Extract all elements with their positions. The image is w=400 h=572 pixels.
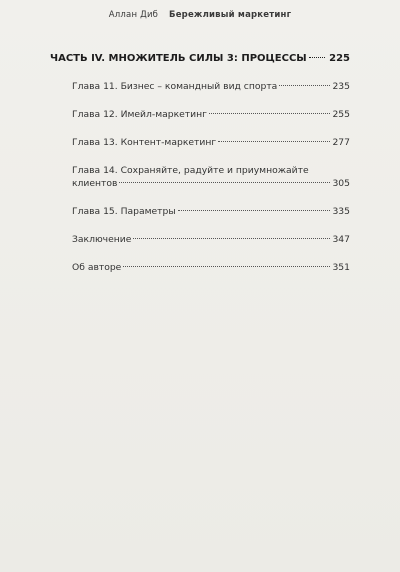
- header-author: Аллан Диб: [108, 10, 159, 20]
- header-book-title: Бережливый маркетинг: [169, 10, 292, 20]
- dot-leader: [209, 113, 330, 114]
- entry-title: Глава 12. Имейл-маркетинг: [72, 109, 207, 120]
- entry-page-number: 277: [332, 137, 350, 148]
- toc-entry: [72, 81, 350, 92]
- running-header: [0, 10, 400, 20]
- entry-page-number: 255: [332, 109, 350, 120]
- entry-page-number: 235: [332, 81, 350, 92]
- toc-entry: [72, 137, 350, 148]
- entry-page-number: 347: [332, 234, 350, 245]
- entry-page-number: 305: [332, 178, 350, 189]
- entry-title-line1: Глава 14. Сохраняйте, радуйте и приумножайте: [72, 165, 309, 176]
- entry-title: Об авторе: [72, 262, 122, 273]
- dot-leader: [123, 266, 330, 267]
- entry-page-number: 351: [332, 262, 350, 273]
- dot-leader: [279, 85, 330, 86]
- part-page-number: 225: [329, 53, 350, 64]
- toc-entry: [72, 234, 350, 245]
- table-of-contents: [50, 53, 350, 290]
- entry-title-line2: клиентов: [72, 178, 118, 189]
- entry-title: Глава 15. Параметры: [72, 206, 176, 217]
- toc-entry: [72, 206, 350, 217]
- toc-entry: [72, 109, 350, 120]
- part-title: ЧАСТЬ IV. МНОЖИТЕЛЬ СИЛЫ 3: ПРОЦЕССЫ: [50, 53, 307, 64]
- dot-leader: [309, 57, 325, 58]
- toc-part-heading: [50, 53, 350, 64]
- dot-leader: [119, 182, 330, 183]
- entry-title-line2-row: [72, 178, 350, 189]
- dot-leader: [133, 238, 330, 239]
- toc-entry: [72, 262, 350, 273]
- entry-title: Глава 13. Контент-маркетинг: [72, 137, 217, 148]
- dot-leader: [218, 141, 330, 142]
- entry-title: Заключение: [72, 234, 132, 245]
- entry-title: Глава 11. Бизнес – командный вид спорта: [72, 81, 278, 92]
- dot-leader: [178, 210, 331, 211]
- toc-entry: [72, 165, 350, 189]
- entry-page-number: 335: [332, 206, 350, 217]
